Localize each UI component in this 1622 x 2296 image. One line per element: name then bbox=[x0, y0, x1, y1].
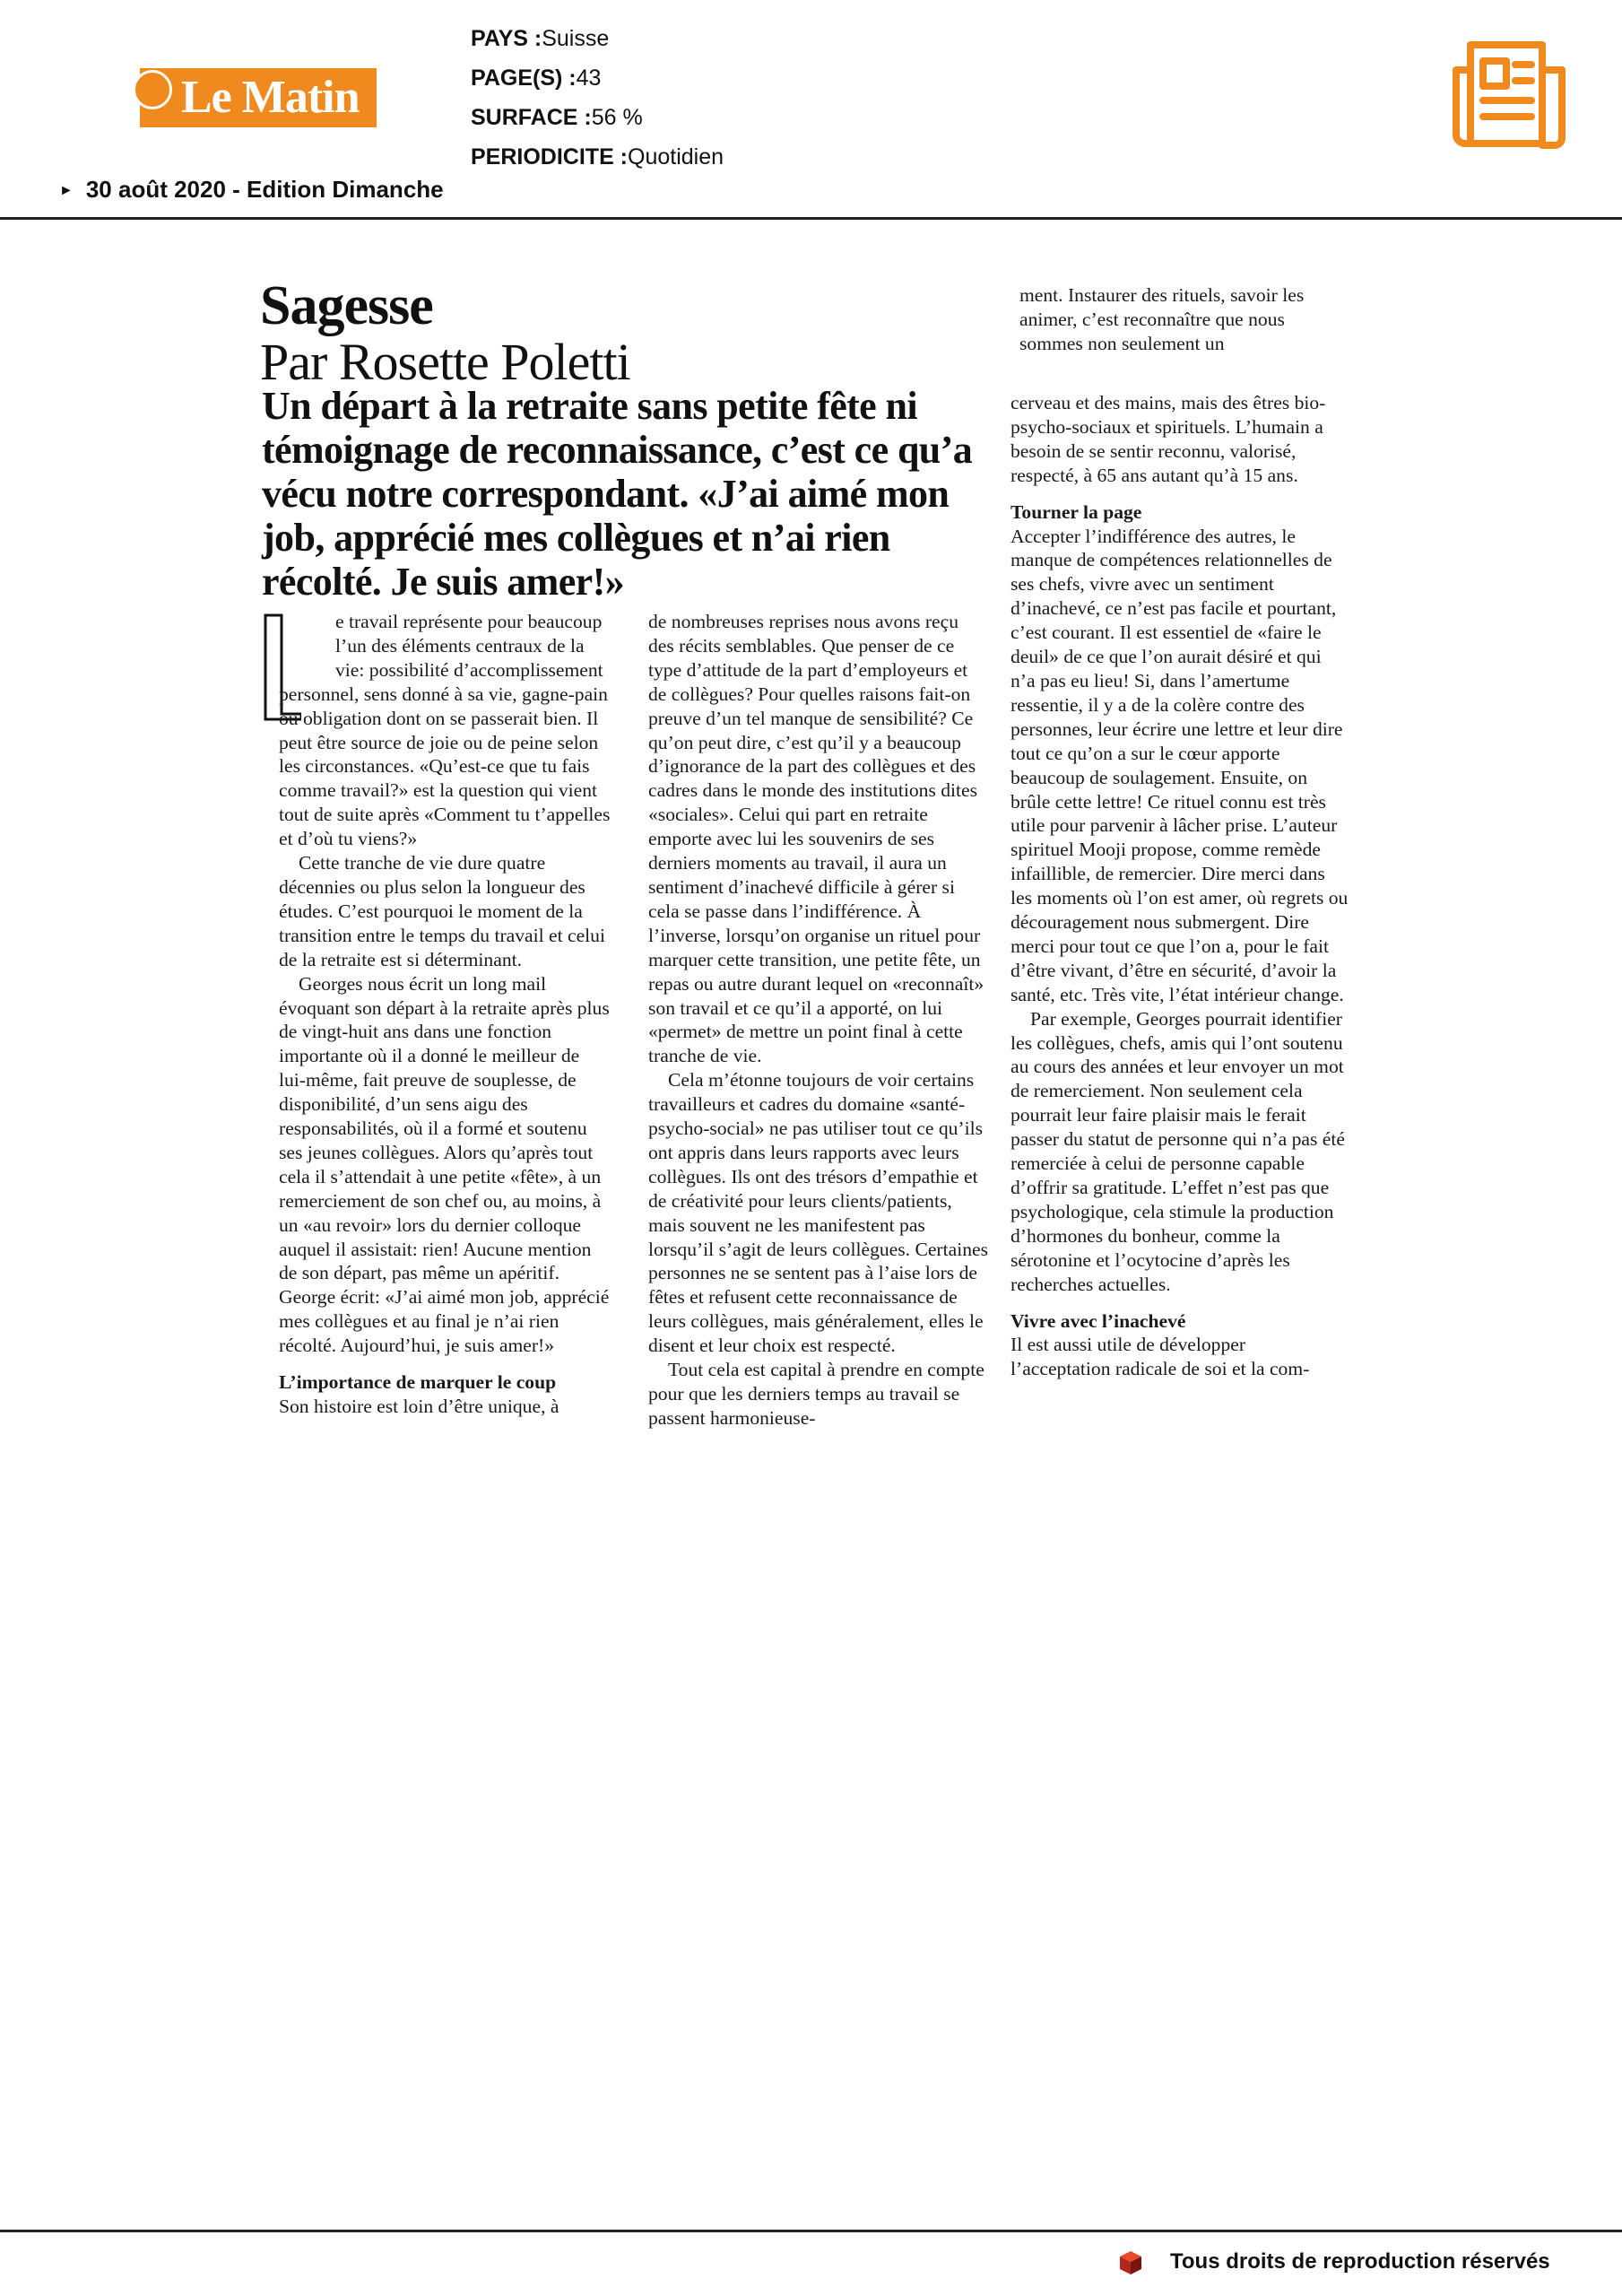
edition-date: ► 30 août 2020 - Edition Dimanche bbox=[59, 176, 444, 203]
copyright-notice: Tous droits de reproduction réservés bbox=[1170, 2249, 1550, 2274]
body-paragraph: Par exemple, Georges pourrait identifier les collègues, chefs, amis qui l’ont soutenu au cours des années et leur envoyer un mot de remerciement. Non seulement cela pourrait leur faire plaisir mais le ferait passer du statut de personne qui n’a pas été remerciée à celui de personne capable d’offrir sa gratitude. L’effet n’est pas que psychologique, cela stimule la production d’hormones du bonheur, comme la sérotonine et l’ocytocine d’après les recherches actuelles. bbox=[1010, 1007, 1345, 1295]
newspaper-icon bbox=[1453, 38, 1567, 156]
article-column-3-top bbox=[1019, 283, 1344, 356]
subheading: Vivre avec l’inachevé bbox=[1010, 1309, 1186, 1332]
body-paragraph: Cette tranche de vie dure quatre décennies ou plus selon la longueur des études. C’est pourquoi le moment de la transition entre le temps du travail et celui de la retraite est si déterminant. bbox=[279, 852, 605, 970]
article-headline: Un départ à la retraite sans petite fête ni témoignage de reconnaissance, c’est ce qu’a vécu notre correspondant. «J’ai aimé mon job, apprécié mes collègues et n’ai rien récolté. Je suis amer!» bbox=[262, 384, 973, 604]
body-paragraph: personnel, sens donné à sa vie, gagne-pain ou obligation dont on se passerait bien. Il peut être source de joie ou de peine selon les circonstances. «Qu’est-ce que tu fais comme travail?» est la question qui vient tout de suite après «Comment tu t’appelles et d’où tu viens?» bbox=[279, 683, 611, 850]
body-paragraph: Accepter l’indifférence des autres, le manque de compétences relationnelles de ses chefs, vivre avec un sentiment d’inachevé, ce n’est pas facile et pourtant, c’est courant. Il est essentiel de «faire le deuil» de ce que l’on aurait désiré et qui n’a pas eu lieu! Si, dans l’amertume ressentie, il y a de la colère contre des personnes, leur écrire une lettre et leur dire tout ce qu’on a sur le cœur apporte beaucoup de soulagement. Ensuite, on brûle cette lettre! Ce rituel connu est très utile pour parvenir à lâcher prise. L’auteur spirituel Mooji propose, comme remède infaillible, de remercier. Dire merci dans les moments où l’on est amer, où regrets ou découragement nous submergent. Dire merci pour tout ce que l’on a, pour le fait d’être vivant, d’être en sécurité, d’avoir la santé, etc. Très vite, l’état intérieur change. bbox=[1010, 525, 1349, 1005]
meta-country: PAYS :Suisse bbox=[471, 26, 610, 51]
article-column-3 bbox=[1010, 391, 1349, 1381]
lead-paragraph: e travail représente pour beaucoup l’un des éléments centraux de la vie: possibilité d’accomplissement bbox=[335, 611, 603, 681]
body-paragraph: Son histoire est loin d’être unique, à bbox=[279, 1396, 559, 1417]
author-byline: Par Rosette Poletti bbox=[260, 333, 630, 391]
logo-sun-icon bbox=[133, 70, 172, 109]
body-paragraph: Cela m’étonne toujours de voir certains travailleurs et cadres du domaine «santé-psycho-social» ne pas utiliser tout ce qu’ils ont appris dans leurs rapports avec leurs collègues. Ils ont des trésors d’empathie et de créativité pour leurs clients/patients, mais souvent ne les manifestent pas lorsqu’il s’agit de leurs collègues. Certaines personnes ne se sentent pas à l’aise lors de fêtes et refusent cette reconnaissance de leurs collègues, mais généralement, elles le disent et leur choix est respecté. bbox=[648, 1069, 988, 1357]
article-column-1 bbox=[279, 610, 611, 1419]
logo-text: Le Matin bbox=[181, 72, 360, 123]
meta-periodicity: PERIODICITE :Quotidien bbox=[471, 144, 724, 170]
footer-divider bbox=[0, 2230, 1622, 2232]
arrow-right-icon: ► bbox=[59, 183, 74, 198]
subheading: L’importance de marquer le coup bbox=[279, 1371, 557, 1394]
body-paragraph: ment. Instaurer des rituels, savoir les animer, c’est reconnaître que nous sommes non seulement un bbox=[1019, 284, 1305, 354]
body-paragraph: Il est aussi utile de développer l’acceptation radicale de soi et la com- bbox=[1010, 1334, 1310, 1380]
body-paragraph: de nombreuses reprises nous avons reçu des récits semblables. Que penser de ce type d’attitude de la part d’employeurs et de collègues? Pour quelles raisons fait-on preuve d’un tel manque de sensibilité? Ce qu’on peut dire, c’est qu’il y a beaucoup d’ignorance de la part des collègues et des cadres dans le monde des institutions dites «sociales». Celui qui part en retraite emporte avec lui les souvenirs de ses derniers moments au travail, il aura un sentiment d’inachevé difficile à gérer si cela se passe dans l’indifférence. À l’inverse, lorsqu’on organise un rituel pour marquer cette transition, une petite fête, un repas ou autre durant lequel on «reconnaît» son travail et ce qu’il a apporté, on lui «permet» de mettre un point final à cette tranche de vie. bbox=[648, 611, 984, 1067]
rubric-title: Sagesse bbox=[260, 275, 433, 336]
le-matin-logo bbox=[133, 68, 377, 127]
article-column-2 bbox=[648, 610, 989, 1431]
meta-pages: PAGE(S) :43 bbox=[471, 65, 602, 91]
body-paragraph: Georges nous écrit un long mail évoquant son départ à la retraite après plus de vingt-huit ans dans une fonction importante où il a donné le meilleur de lui-même, fait preuve de souplesse, de disponibilité, d’un sens aigu des responsabilités, où il a formé et soutenu ses jeunes collègues. Alors qu’après tout cela il s’attendait à une petite «fête», à un remerciement de son chef ou, au moins, à un «au revoir» lors du dernier colloque auquel il assistait: rien! Aucune mention de son départ, pas même un apéritif. George écrit: «J’ai aimé mon job, apprécié mes collègues et au final je n’ai rien récolté. Aujourd’hui, je suis amer!» bbox=[279, 972, 610, 1357]
body-paragraph: Tout cela est capital à prendre en compte pour que les derniers temps au travail se passent harmonieuse- bbox=[648, 1359, 984, 1429]
header-divider bbox=[0, 217, 1622, 220]
cube-logo-icon bbox=[1117, 2249, 1144, 2276]
meta-surface: SURFACE :56 % bbox=[471, 105, 643, 130]
subheading: Tourner la page bbox=[1010, 500, 1142, 523]
body-paragraph: cerveau et des mains, mais des êtres bio-psycho-sociaux et spirituels. L’humain a besoin de se sentir reconnu, valorisé, respecté, à 65 ans autant qu’à 15 ans. bbox=[1010, 392, 1326, 486]
